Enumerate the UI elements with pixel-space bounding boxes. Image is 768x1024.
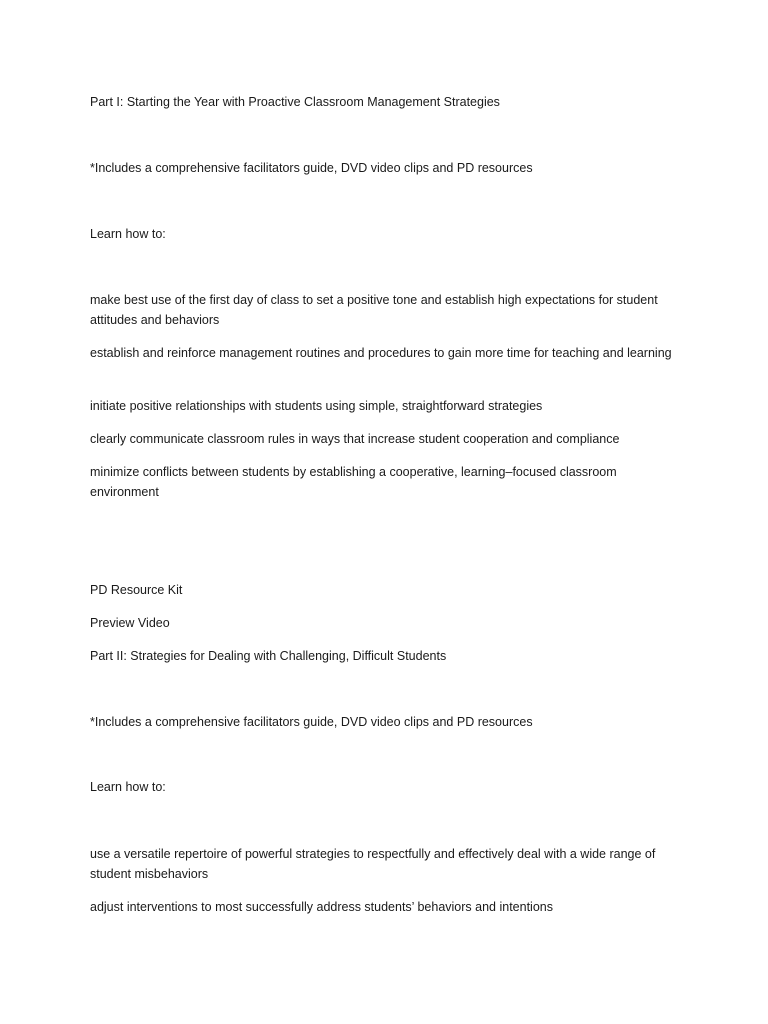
- part1-list-item: initiate positive relationships with students using simple, straightforward strategies: [90, 399, 543, 413]
- part1-learn-heading: Learn how to:: [90, 227, 166, 241]
- part2-list-item: adjust interventions to most successfully address students’ behaviors and intentions: [90, 900, 553, 914]
- preview-video-label: Preview Video: [90, 616, 170, 630]
- part2-includes-note: *Includes a comprehensive facilitators guide, DVD video clips and PD resources: [90, 715, 533, 729]
- part1-includes-note: *Includes a comprehensive facilitators guide, DVD video clips and PD resources: [90, 161, 533, 175]
- part1-list-item: minimize conflicts between students by establishing a cooperative, learning–focused classroom environment: [90, 465, 617, 499]
- part2-learn-heading: Learn how to:: [90, 780, 166, 794]
- part2-list-item: use a versatile repertoire of powerful strategies to respectfully and effectively deal with a wide range of student misbehaviors: [90, 847, 656, 881]
- part1-title: Part I: Starting the Year with Proactive Classroom Management Strategies: [90, 95, 500, 109]
- resource-kit-label: PD Resource Kit: [90, 583, 183, 597]
- part1-list-item: establish and reinforce management routines and procedures to gain more time for teaching and learning: [90, 346, 672, 360]
- part1-list-item: clearly communicate classroom rules in ways that increase student cooperation and compliance: [90, 432, 620, 446]
- part2-title: Part II: Strategies for Dealing with Challenging, Difficult Students: [90, 649, 447, 663]
- part1-list-item: make best use of the first day of class to set a positive tone and establish high expectations for student attitudes and behaviors: [90, 293, 658, 327]
